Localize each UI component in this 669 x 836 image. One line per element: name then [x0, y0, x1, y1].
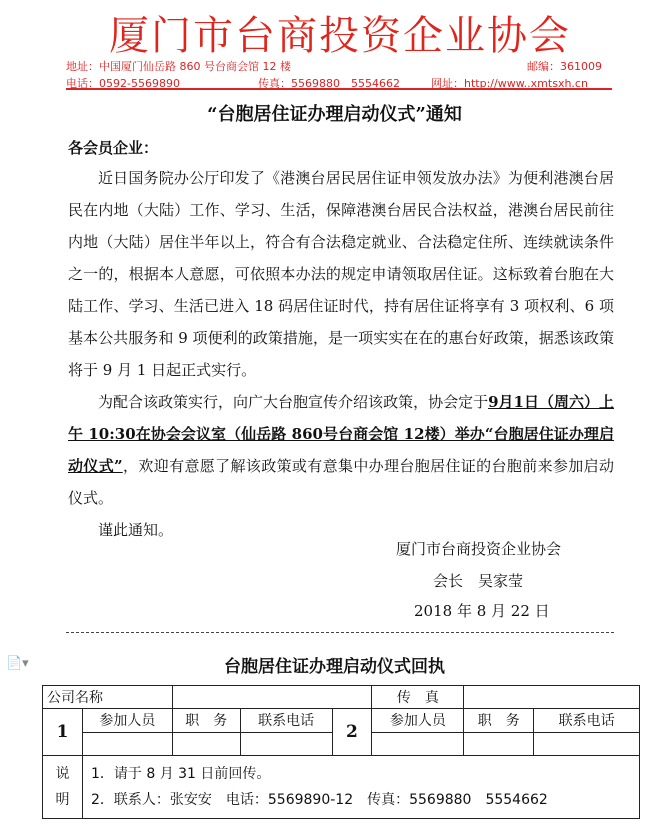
event-details-highlight: 9月1日（周六）上午 10:30在协会会议室（仙岳路 860号台商会馆 12楼）举办“台胞居住证办理启动仪式”: [68, 393, 614, 475]
address-line: 地址：中国厦门仙岳路 860 号台商会馆 12 楼: [66, 60, 291, 73]
fax-field[interactable]: [464, 686, 640, 709]
position-field-1[interactable]: [172, 732, 240, 756]
signature-org: 厦门市台商投资企业协会: [396, 540, 562, 558]
receipt-form: [42, 685, 640, 819]
document-icon[interactable]: 📄▾: [6, 656, 29, 671]
closing-line: 谨此通知。: [98, 521, 174, 539]
notice-body: [68, 162, 614, 546]
position-label-1: 职 务: [172, 709, 240, 733]
org-name-heading: 厦门市台商投资企业协会: [109, 13, 571, 59]
notes-label: 说明: [43, 756, 83, 819]
row-number-2: 2: [332, 709, 372, 756]
paragraph-event: [68, 386, 614, 514]
cut-line: [66, 632, 614, 633]
participant-label-2: 参加人员: [372, 709, 464, 733]
row-number-1: 1: [43, 709, 83, 756]
receipt-title: 台胞居住证办理启动仪式回执: [224, 657, 445, 677]
website-line: 网址：http://www..xmtsxh.cn: [431, 77, 588, 90]
paragraph-policy: 近日国务院办公厅印发了《港澳台居民居住证申领发放办法》为便利港澳台居民在内地（大陆）工作、学习、生活，保障港澳台居民合法权益，港澳台居民前往内地（大陆）居住半年以上，符合有合法稳定就业、合法稳定住所、连续就读条件之一的，根据本人意愿，可依照本办法的规定申请领取居住证。这标致着台胞在大陆工作、学习、生活已进入 18 码居住证时代，持有居住证将享有 3 项权利、6 项基本公共服务和 9 项便利的政策措施，是一项实实在在的惠台好政策，据悉该政策将于 9 月 1 日起正式实行。: [68, 169, 614, 379]
postcode-line: 邮编：361009: [527, 60, 602, 73]
participant-label-1: 参加人员: [82, 709, 172, 733]
letterhead-divider: [66, 88, 612, 90]
event-intro: 为配合该政策实行，向广大台胞宣传介绍该政策，协会定于: [98, 393, 489, 411]
phone-field-2[interactable]: [534, 732, 640, 756]
salutation: 各会员企业：: [68, 139, 159, 157]
company-name-field[interactable]: [172, 686, 372, 709]
fax-label: 传 真: [372, 686, 464, 709]
signature-person: 会长 吴家莹: [433, 572, 524, 590]
phone-label-2: 联系电话: [534, 709, 640, 733]
phone-label-1: 联系电话: [240, 709, 332, 733]
company-name-label: 公司名称: [43, 686, 173, 709]
note-1: 1．请于 8 月 31 日前回传。: [90, 766, 271, 782]
notice-title: “台胞居住证办理启动仪式”通知: [207, 104, 462, 125]
notice-date: 2018 年 8 月 22 日: [414, 602, 550, 620]
notes-content: [82, 756, 639, 819]
position-label-2: 职 务: [464, 709, 534, 733]
fax-line: 传真：5569880 5554662: [258, 77, 400, 90]
phone-line: 电话：0592-5569890: [66, 77, 180, 90]
position-field-2[interactable]: [464, 732, 534, 756]
note-2: 2．联系人：张安安 电话：5569890-12 传真：5569880 5554662: [90, 792, 548, 808]
participant-field-2[interactable]: [372, 732, 464, 756]
phone-field-1[interactable]: [240, 732, 332, 756]
event-invitation: ，欢迎有意愿了解该政策或有意集中办理台胞居住证的台胞前来参加启动仪式。: [68, 457, 614, 507]
participant-field-1[interactable]: [82, 732, 172, 756]
